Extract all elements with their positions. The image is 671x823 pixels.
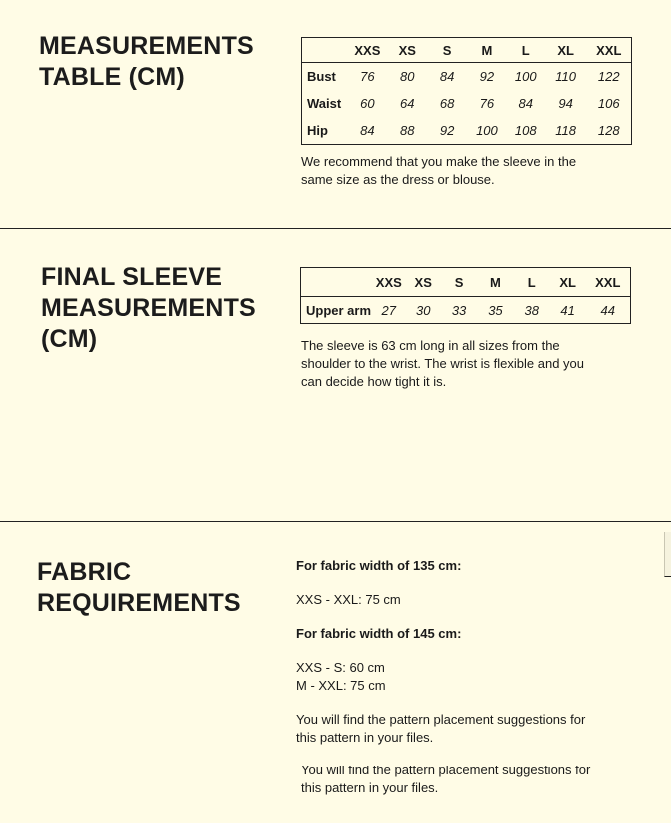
measurement-value: 44	[600, 302, 616, 318]
fabric-145-amounts	[296, 659, 386, 695]
fabric-145-heading: For fabric width of 145 cm:	[296, 626, 462, 641]
measurement-value: 84	[360, 122, 375, 138]
fabric-title	[37, 557, 241, 619]
measurements-table	[301, 37, 632, 145]
measurement-value: 94	[558, 95, 573, 111]
measurement-value: 80	[400, 69, 415, 85]
row-label: Upper arm	[306, 302, 372, 318]
measurements-title-line-1: MEASUREMENTS	[39, 32, 254, 60]
measurement-value: 68	[439, 95, 455, 111]
section-divider	[0, 228, 671, 229]
measurements-note-line-1: We recommend that you make the sleeve in the	[301, 154, 577, 169]
fabric-note-duplicate-line-2: this pattern in your files.	[301, 780, 439, 795]
size-header: XS	[387, 38, 427, 63]
table-corner-cell	[302, 38, 348, 63]
measurement-value: 64	[400, 95, 415, 111]
measurement-value: 35	[488, 302, 503, 318]
size-header: M	[467, 38, 507, 63]
measurement-value: 106	[597, 95, 620, 111]
measurement-value: 84	[518, 95, 534, 111]
sleeve-title-line-3: (CM)	[41, 325, 98, 353]
measurement-value: 108	[514, 122, 537, 138]
measurement-value: 88	[400, 122, 415, 138]
size-header: S	[427, 38, 467, 63]
table-corner-cell	[301, 268, 373, 297]
measurement-value: 92	[439, 122, 455, 138]
measurement-value: 76	[479, 95, 495, 111]
sleeve-note-line-1: The sleeve is 63 cm long in all sizes from the	[301, 338, 560, 353]
size-header: M	[477, 268, 514, 297]
measurement-value: 30	[415, 302, 431, 318]
measurement-value: 128	[597, 122, 620, 138]
measurement-value: 27	[381, 302, 397, 318]
measurements-note-line-2: same size as the dress or blouse.	[301, 172, 495, 187]
fabric-145-amount-large: M - XXL: 75 cm	[296, 678, 386, 693]
sleeve-note-line-3: can decide how tight it is.	[301, 374, 447, 389]
fabric-note-duplicate-line-1: You will find the pattern placement suggestions for	[301, 766, 591, 777]
sleeve-header-row	[301, 268, 631, 297]
sleeve-table	[300, 267, 631, 324]
measurement-value: 92	[479, 69, 495, 85]
table-row-waist	[302, 90, 632, 117]
row-label: Bust	[307, 69, 336, 85]
size-header: S	[441, 268, 477, 297]
measurement-value: 110	[555, 69, 576, 85]
measurement-value: 33	[451, 302, 467, 318]
page-edge-tab	[664, 532, 671, 577]
table-row-bust	[302, 63, 632, 91]
measurement-value: 60	[360, 95, 375, 111]
fabric-145-amount-small: XXS - S: 60 cm	[296, 660, 385, 675]
size-header: L	[514, 268, 550, 297]
measurements-title-line-2: TABLE (CM)	[39, 63, 185, 91]
size-header: XXS	[347, 38, 387, 63]
row-label: Waist	[307, 95, 342, 111]
sleeve-note-line-2: shoulder to the wrist. The wrist is flexible and you	[301, 356, 585, 371]
fabric-title-line-1: FABRIC	[37, 558, 132, 586]
sleeve-title-line-2: MEASUREMENTS	[41, 294, 256, 322]
fabric-note	[296, 711, 585, 747]
measurements-header-row	[302, 38, 632, 63]
size-header: XXS	[372, 268, 405, 297]
size-header: XS	[405, 268, 441, 297]
fabric-135-amount: XXS - XXL: 75 cm	[296, 592, 401, 607]
size-header: XL	[545, 38, 587, 63]
fabric-title-line-2: REQUIREMENTS	[37, 589, 241, 617]
measurements-note	[301, 153, 576, 189]
size-header: XXL	[586, 268, 631, 297]
sleeve-title-line-1: FINAL SLEEVE	[41, 263, 223, 291]
section-divider	[0, 521, 671, 522]
measurement-value: 41	[560, 302, 575, 318]
fabric-135-heading: For fabric width of 135 cm:	[296, 558, 462, 573]
table-row-upper-arm	[301, 297, 631, 324]
fabric-note-line-1: You will find the pattern placement suggestions for	[296, 712, 586, 727]
size-header: XL	[550, 268, 586, 297]
table-row-hip	[302, 117, 632, 145]
measurement-value: 84	[439, 69, 455, 85]
sleeve-title	[41, 262, 256, 355]
sleeve-note	[301, 337, 584, 391]
measurement-value: 100	[514, 69, 537, 85]
fabric-note-duplicate	[301, 766, 590, 797]
measurement-value: 38	[524, 302, 539, 318]
fabric-note-duplicate-clip	[301, 766, 631, 800]
measurement-value: 76	[360, 69, 375, 85]
measurement-value: 118	[555, 122, 576, 138]
measurement-value: 122	[597, 69, 620, 85]
measurement-value: 100	[476, 122, 498, 138]
measurements-title	[39, 31, 254, 93]
size-header: XXL	[587, 38, 632, 63]
fabric-note-line-2: this pattern in your files.	[296, 730, 434, 745]
row-label: Hip	[307, 122, 328, 138]
size-header: L	[507, 38, 545, 63]
